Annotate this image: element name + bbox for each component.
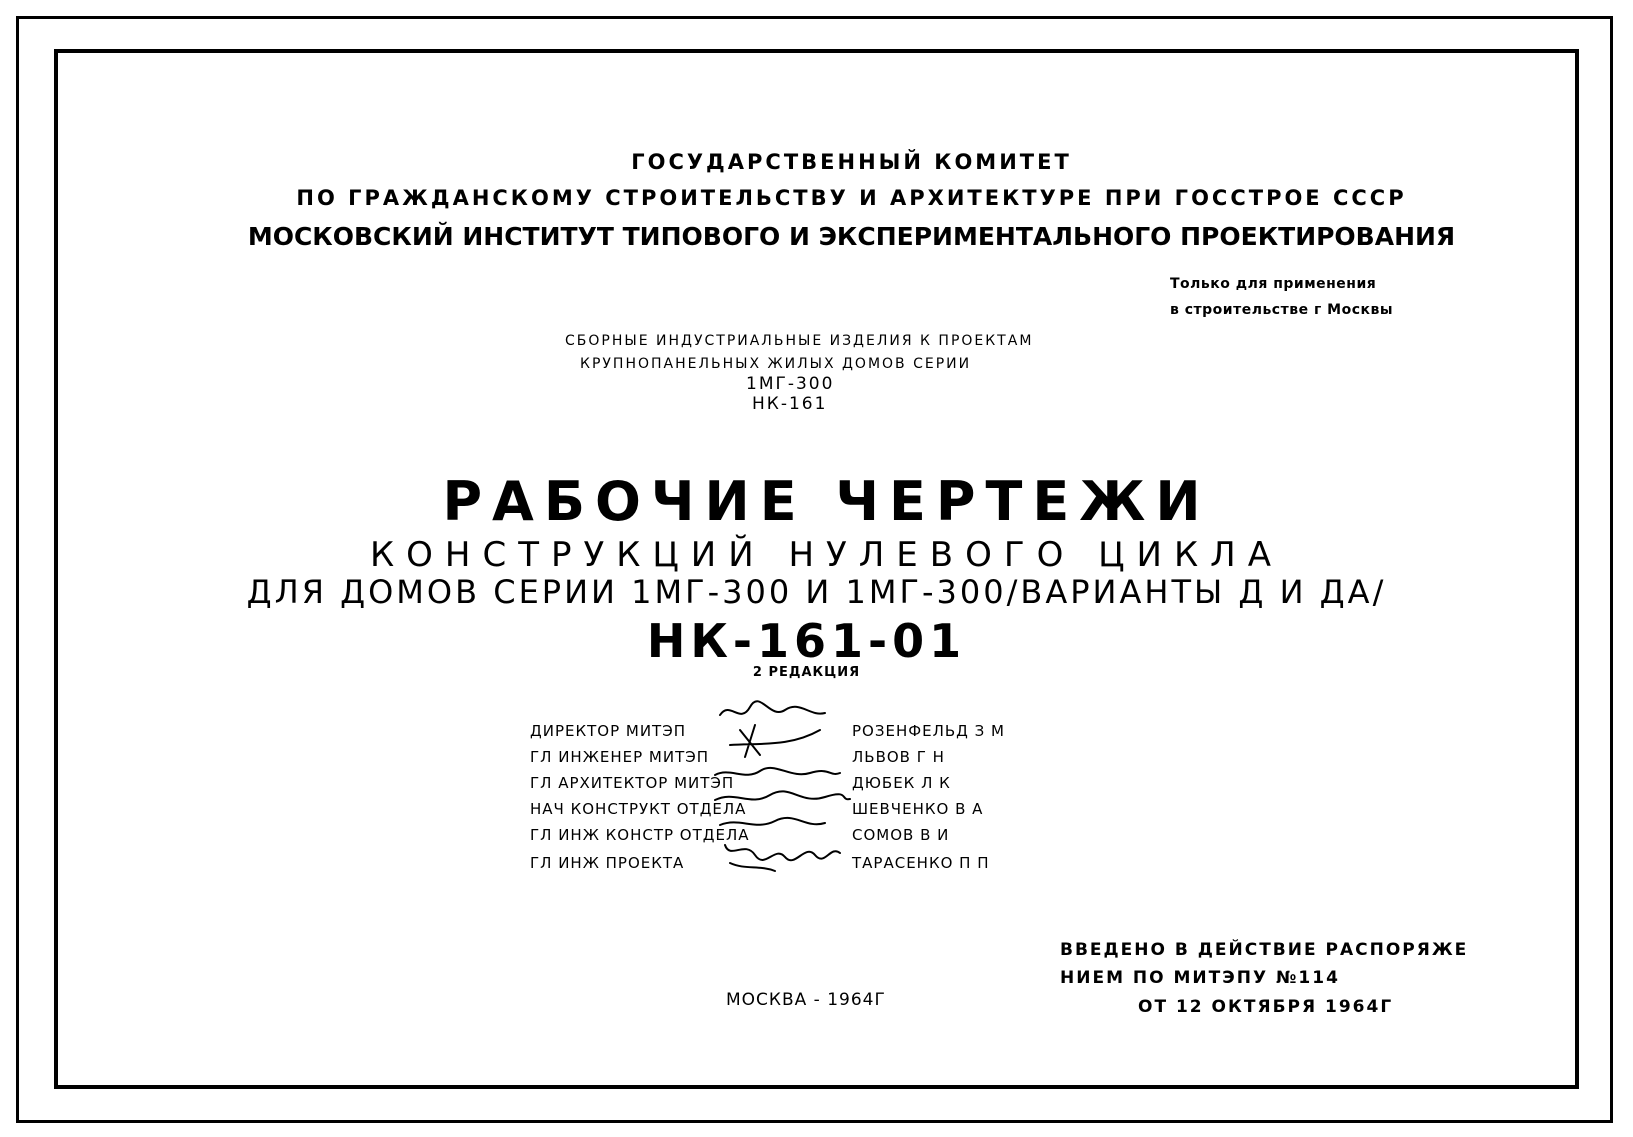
decree-line-1: ВВЕДЕНО В ДЕЙСТВИЕ РАСПОРЯЖЕ xyxy=(1060,940,1469,960)
edition-label: 2 РЕДАКЦИЯ xyxy=(752,665,861,680)
header-committee-detail: ПО ГРАЖДАНСКОМУ СТРОИТЕЛЬСТВУ И АРХИТЕКТУРЕ ПРИ ГОССТРОЕ СССР xyxy=(296,186,1407,210)
signatory-name: ЛЬВОВ Г Н xyxy=(852,748,945,766)
signatory-role: НАЧ КОНСТРУКТ ОТДЕЛА xyxy=(530,800,747,818)
signatory-role: ГЛ ИНЖЕНЕР МИТЭП xyxy=(530,748,709,766)
series-code-1: 1МГ-300 xyxy=(746,374,835,394)
restriction-line-2: в строительстве г Москвы xyxy=(1170,302,1394,318)
subtitle-line-2: КРУПНОПАНЕЛЬНЫХ ЖИЛЫХ ДОМОВ СЕРИИ xyxy=(580,356,972,372)
document-code: НК-161-01 xyxy=(646,614,967,668)
document-title: РАБОЧИЕ ЧЕРТЕЖИ xyxy=(442,470,1211,533)
header-institute: МОСКОВСКИЙ ИНСТИТУТ ТИПОВОГО И ЭКСПЕРИМЕНТАЛЬНОГО ПРОЕКТИРОВАНИЯ xyxy=(247,222,1456,251)
document-subtitle-2: ДЛЯ ДОМОВ СЕРИИ 1МГ-300 И 1МГ-300/ВАРИАНТЫ Д И ДА/ xyxy=(246,573,1387,611)
signatory-name: РОЗЕНФЕЛЬД З М xyxy=(852,722,1005,740)
signatory-name: ШЕВЧЕНКО В А xyxy=(852,800,984,818)
signatory-name: ТАРАСЕНКО П П xyxy=(852,854,990,872)
city-year: МОСКВА - 1964Г xyxy=(726,990,886,1010)
restriction-line-1: Только для применения xyxy=(1170,276,1377,292)
signatory-role: ГЛ ИНЖ ПРОЕКТА xyxy=(530,854,685,872)
decree-line-2: НИЕМ ПО МИТЭПУ №114 xyxy=(1060,968,1340,988)
signatory-role: ГЛ ИНЖ КОНСТР ОТДЕЛА xyxy=(530,826,750,844)
handwritten-signatures xyxy=(700,695,860,895)
decree-line-3: ОТ 12 ОКТЯБРЯ 1964Г xyxy=(1138,997,1394,1017)
series-code-2: НК-161 xyxy=(752,394,828,414)
header-committee: ГОСУДАРСТВЕННЫЙ КОМИТЕТ xyxy=(631,150,1072,174)
subtitle-line-1: СБОРНЫЕ ИНДУСТРИАЛЬНЫЕ ИЗДЕЛИЯ К ПРОЕКТАМ xyxy=(565,333,1034,349)
signatory-name: ДЮБЕК Л К xyxy=(852,774,951,792)
signatory-name: СОМОВ В И xyxy=(852,826,950,844)
signatory-role: ГЛ АРХИТЕКТОР МИТЭП xyxy=(530,774,735,792)
document-subtitle-1: КОНСТРУКЦИЙ НУЛЕВОГО ЦИКЛА xyxy=(370,535,1283,575)
signatory-role: ДИРЕКТОР МИТЭП xyxy=(530,722,686,740)
